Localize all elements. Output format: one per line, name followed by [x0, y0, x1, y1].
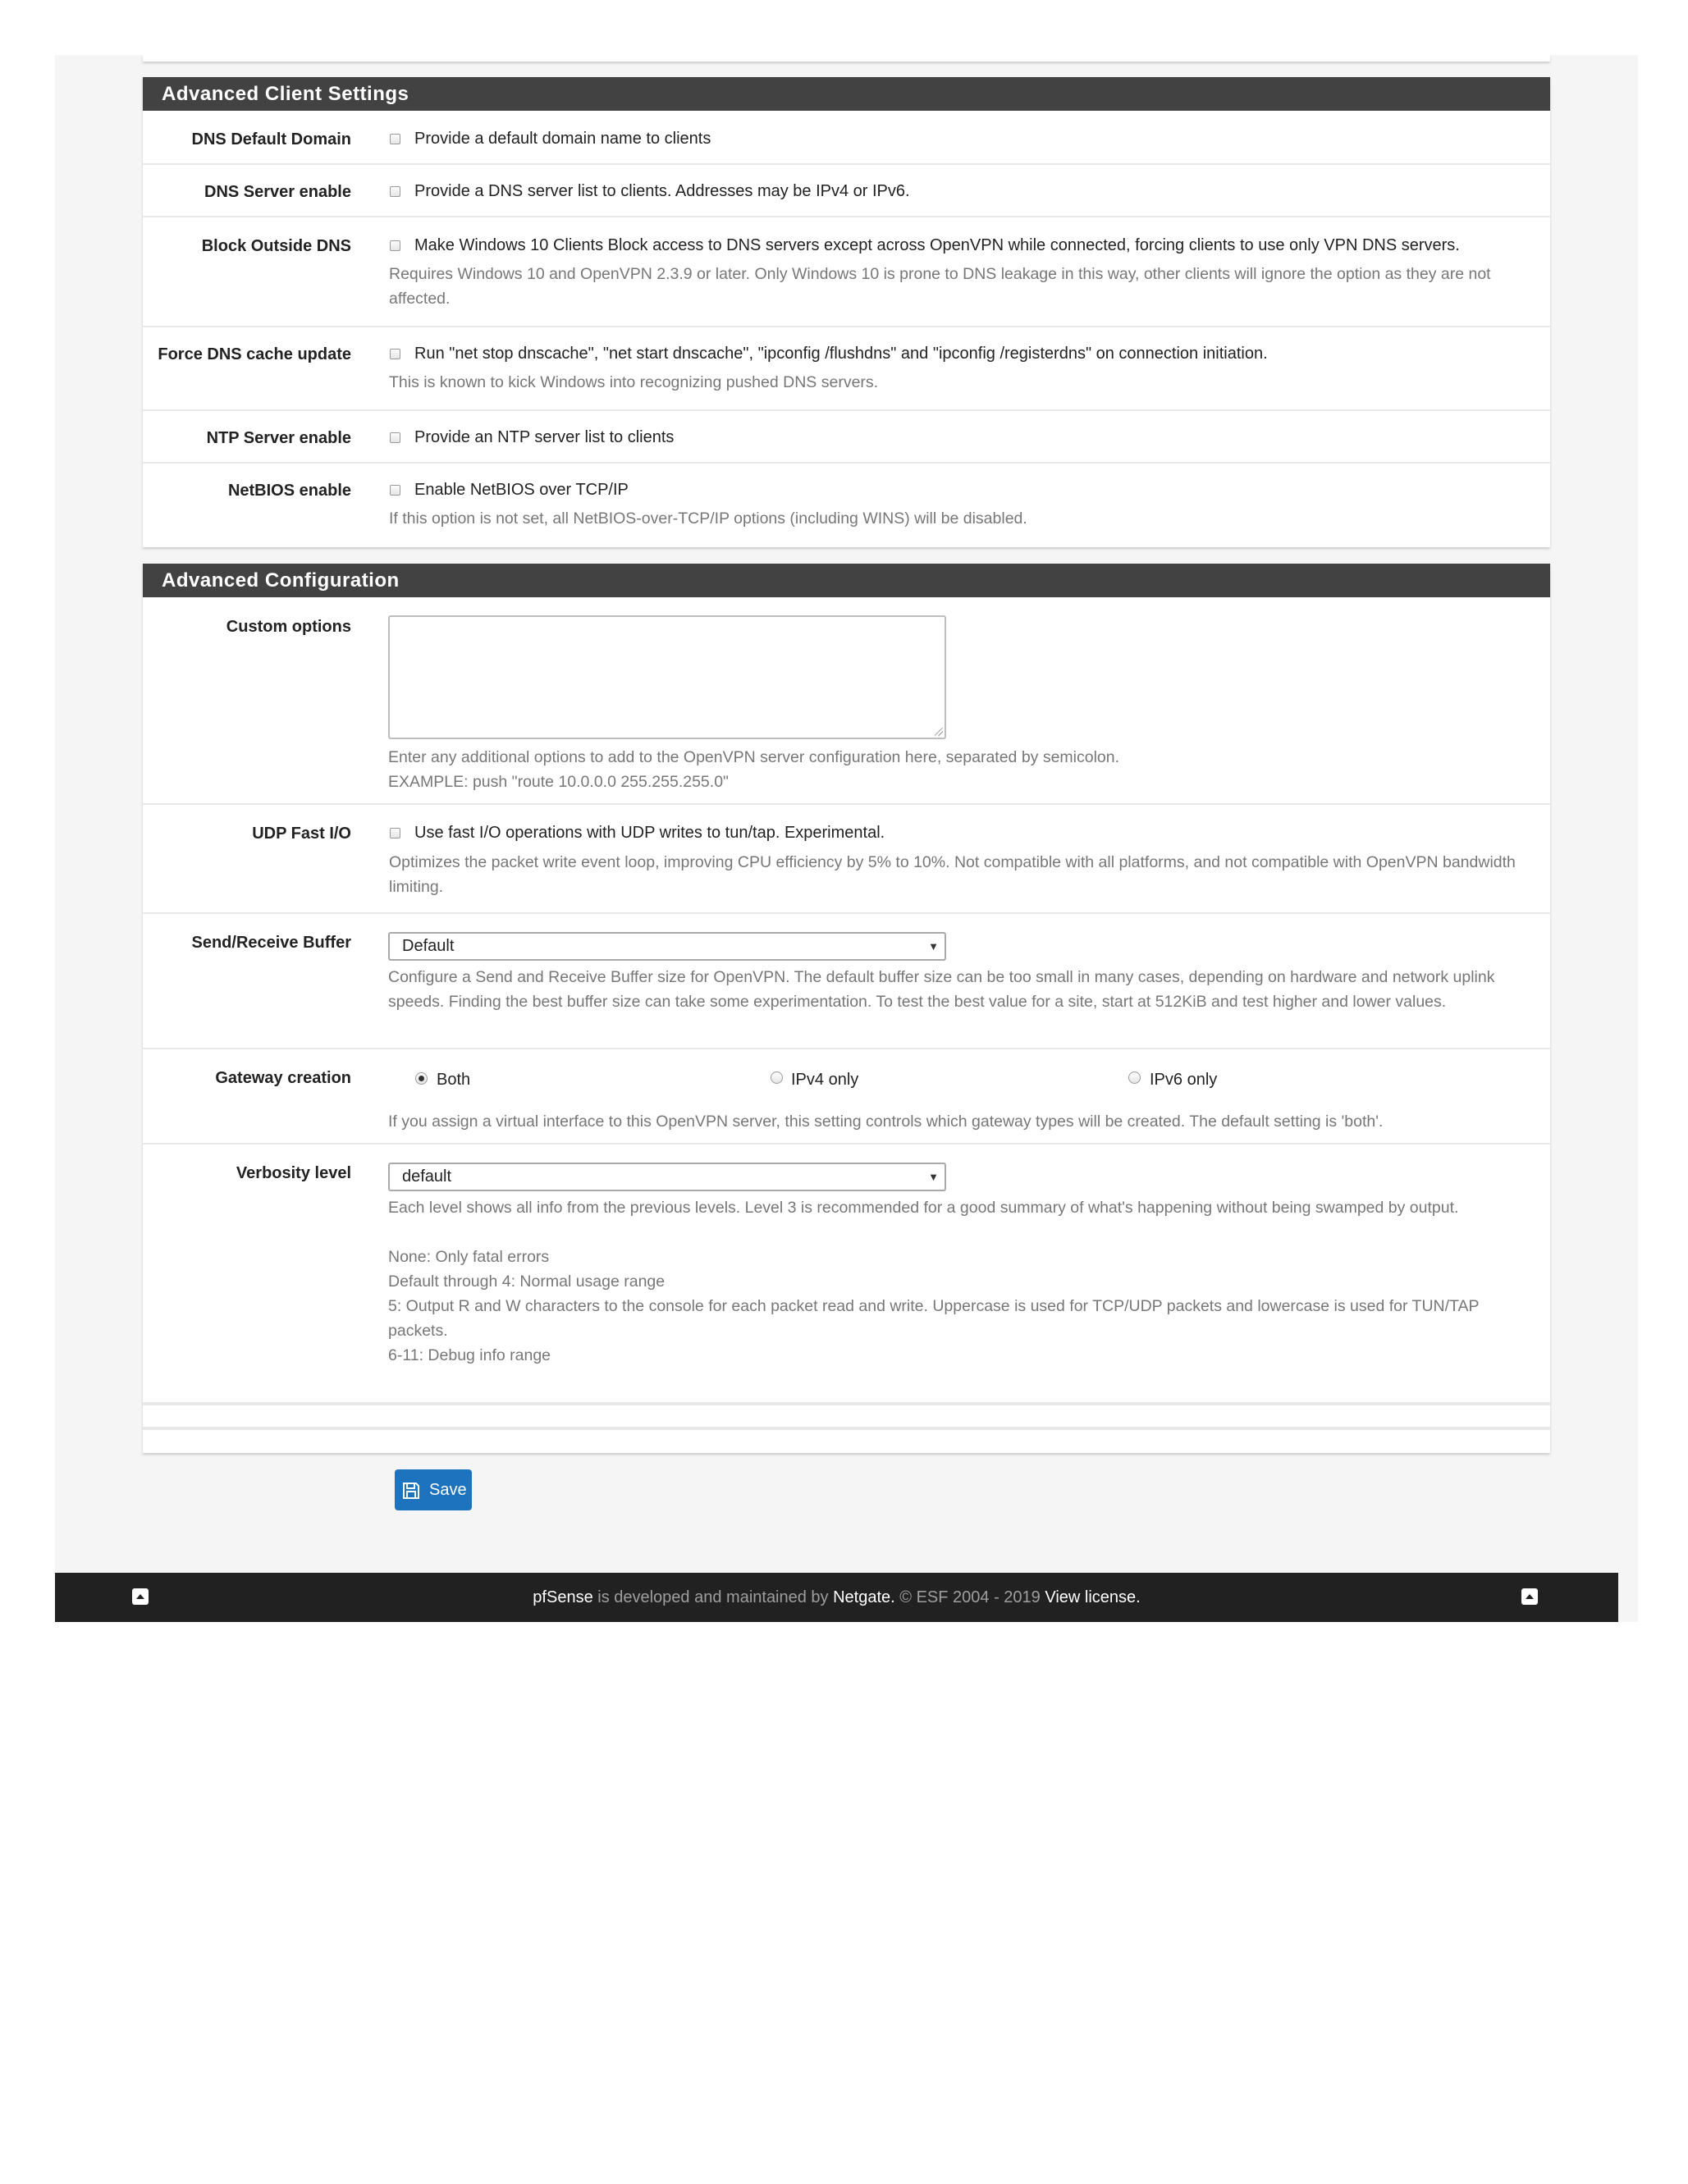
help-text: Optimizes the packet write event loop, improving CPU efficiency by 5% to 10%. Not compatible with all platforms, and not compatible with OpenVPN bandwidth limiting. [389, 853, 1516, 896]
udp-fast-io-checkbox[interactable] [390, 828, 400, 838]
checkbox-label: Run "net stop dnscache", "net start dnscache", "ipconfig /flushdns" and "ipconfig /registerdns" on connection initiation. [414, 345, 1268, 363]
field-label: DNS Server enable [204, 183, 351, 201]
row-block-outside-dns [143, 217, 1550, 327]
footer-copyright: © ESF 2004 - 2019 [894, 1588, 1045, 1606]
floppy-disk-icon [401, 1481, 421, 1501]
save-label: Save [429, 1481, 467, 1499]
row-verbosity-level [143, 1145, 1550, 1404]
checkbox-label: Use fast I/O operations with UDP writes to tun/tap. Experimental. [414, 824, 885, 842]
checkbox-label: Provide a default domain name to clients [414, 130, 711, 148]
radio-label: IPv4 only [791, 1071, 859, 1089]
selected-value: Default [402, 937, 455, 955]
verbosity-level-select[interactable] [388, 1163, 946, 1191]
footer-text: is developed and maintained by [592, 1588, 834, 1606]
field-label: DNS Default Domain [191, 130, 351, 148]
gateway-both-radio[interactable] [415, 1072, 428, 1085]
scroll-top-icon[interactable] [130, 1587, 150, 1606]
row-netbios-enable [143, 464, 1550, 547]
field-label: Custom options [226, 618, 351, 636]
help-text: Enter any additional options to add to the OpenVPN server configuration here, separated by semicolon. [388, 748, 1120, 766]
field-label: Send/Receive Buffer [191, 934, 351, 952]
field-label: NetBIOS enable [227, 482, 351, 500]
row-custom-options [143, 597, 1550, 805]
help-text: If this option is not set, all NetBIOS-over-TCP/IP options (including WINS) will be disabled. [389, 509, 1027, 528]
footer [55, 1573, 1618, 1622]
save-button[interactable] [395, 1469, 472, 1510]
scroll-top-icon[interactable] [1520, 1587, 1539, 1606]
gateway-ipv6-radio[interactable] [1128, 1071, 1141, 1084]
footer-company-link[interactable]: Netgate. [833, 1588, 895, 1606]
netbios-enable-checkbox[interactable] [390, 485, 400, 496]
field-label: Force DNS cache update [158, 345, 351, 363]
row-empty [143, 1428, 1550, 1453]
row-ntp-server-enable [143, 411, 1550, 464]
panel-title: Advanced Configuration [143, 564, 1550, 597]
dns-server-enable-checkbox[interactable] [390, 186, 400, 197]
help-text: Configure a Send and Receive Buffer size for OpenVPN. The default buffer size can be too small in many cases, depending on hardware and network uplink speeds. Finding the best buffer size can take some experimentation. To test the best value for a site, start at 512KiB and test higher and lower values. [388, 968, 1495, 1011]
radio-label: IPv6 only [1150, 1071, 1218, 1089]
help-level-5: 5: Output R and W characters to the console for each packet read and write. Uppercase is used for TCP/UDP packets and lowercase is used for TUN/TAP packets. [388, 1297, 1480, 1340]
force-dns-cache-update-checkbox[interactable] [390, 349, 400, 359]
row-send-receive-buffer [143, 914, 1550, 1049]
help-text: If you assign a virtual interface to this OpenVPN server, this setting controls which gateway types will be created. The default setting is 'both'. [388, 1113, 1384, 1131]
checkbox-label: Enable NetBIOS over TCP/IP [414, 481, 629, 499]
checkbox-label: Provide a DNS server list to clients. Addresses may be IPv4 or IPv6. [414, 182, 910, 200]
row-force-dns-cache-update [143, 327, 1550, 411]
help-text: This is known to kick Windows into recognizing pushed DNS servers. [389, 373, 879, 391]
row-empty [143, 1404, 1550, 1428]
dropdown-arrow-icon: ▼ [928, 940, 939, 953]
selected-value: default [402, 1167, 452, 1186]
advanced-configuration-panel [143, 564, 1550, 1453]
field-label: UDP Fast I/O [252, 825, 351, 843]
field-label: Gateway creation [215, 1069, 351, 1087]
footer-brand-link[interactable]: pfSense [533, 1588, 593, 1606]
row-udp-fast-io [143, 805, 1550, 914]
radio-label: Both [437, 1071, 471, 1089]
help-level-6-11: 6-11: Debug info range [388, 1346, 551, 1364]
page-content [55, 55, 1638, 1622]
row-gateway-creation [143, 1049, 1550, 1145]
row-dns-server-enable [143, 165, 1550, 217]
help-text: Each level shows all info from the previous levels. Level 3 is recommended for a good summary of what's happening without being swamped by output. [388, 1199, 1459, 1217]
advanced-client-settings-panel [143, 77, 1550, 547]
row-dns-default-domain [143, 111, 1550, 165]
panel-title: Advanced Client Settings [143, 77, 1550, 111]
view-license-link[interactable]: View license. [1045, 1588, 1141, 1606]
block-outside-dns-checkbox[interactable] [390, 240, 400, 251]
field-label: Verbosity level [236, 1164, 351, 1182]
checkbox-label: Make Windows 10 Clients Block access to DNS servers except across OpenVPN while connected, forcing clients to use only VPN DNS servers. [414, 236, 1460, 254]
help-text: Requires Windows 10 and OpenVPN 2.3.9 or later. Only Windows 10 is prone to DNS leakage in this way, other clients will ignore the option as they are not affected. [389, 265, 1491, 308]
previous-panel-bottom [143, 55, 1550, 62]
help-level-default: Default through 4: Normal usage range [388, 1272, 666, 1291]
custom-options-textarea[interactable] [388, 615, 946, 739]
dns-default-domain-checkbox[interactable] [390, 134, 400, 144]
gateway-ipv4-radio[interactable] [771, 1071, 783, 1084]
help-example: EXAMPLE: push "route 10.0.0.0 255.255.255.0" [388, 773, 729, 791]
dropdown-arrow-icon: ▼ [928, 1171, 939, 1183]
send-receive-buffer-select[interactable] [388, 932, 946, 961]
field-label: Block Outside DNS [201, 237, 351, 255]
help-level-none: None: Only fatal errors [388, 1248, 550, 1266]
ntp-server-enable-checkbox[interactable] [390, 432, 400, 443]
field-label: NTP Server enable [206, 429, 351, 447]
checkbox-label: Provide an NTP server list to clients [414, 428, 675, 446]
